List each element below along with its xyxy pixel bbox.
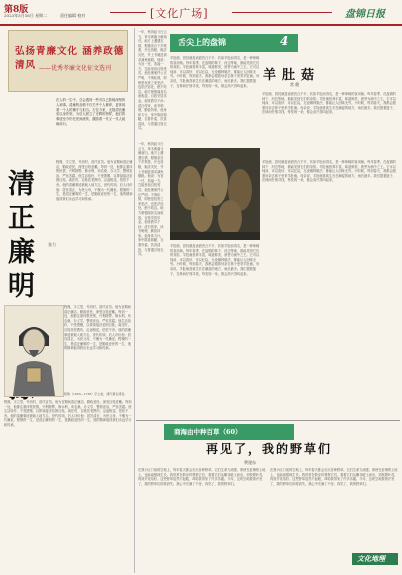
article-author-bottom: 费建东 (244, 460, 256, 465)
middle-body-text-2: 一年，秋风起兮白云飞，草木黄落兮雁南归。地方上遭遇灾情，程豫亲自下乡察看，开仓放粮，赈济灾民，并上书朝廷请求减免赋税。他说：为官一任，造福一方，岂能坐视百姓受苦。他处理案件公正严明，不徇私情，即使是权贵之家犯法，也依法惩处，绝不姑息。地方豪强闻其名而收敛，百姓安居乐业。他常教导子孙：清白传家，读书明理，勤俭持家。他身体力行，家中陈设简陋，衣着朴素，饮食清淡，与普通百姓无异。 (138, 142, 164, 257)
column-divider (134, 28, 135, 573)
header-rule-right (232, 12, 332, 13)
banner-subtitle: ——优秀孝廉文化征文选刊 (39, 65, 112, 72)
left-body-text-1: 程豫，字立堂，号西村，清代官员。他为官期间清正廉洁，勤政爱民，深受百姓爱戴。每到一处，他都注重体察民情，兴利除弊，修水利，劝农桑，办义学，整顿吏治，严惩贪腐。他生活俭朴，不受馈赠，以俸禄接济贫困百姓。离任时，百姓扶老携幼，沿途相送，依依不舍。他的清廉事迹被载入地方志，世代传颂。后人评价他：居官清正，为民父母，不愧为一代廉吏。程豫的一生，是清正廉明的一生，是勤政爱民的一生，他的精神值得我们永远学习和传承。 (56, 160, 133, 201)
column-label: 舌尖上的盘锦 (178, 37, 226, 47)
issue-date: 2023年5月16日 星期二 (4, 13, 48, 18)
page-number: 第8版 (4, 5, 29, 15)
column-header-bottom (164, 424, 294, 440)
newspaper-name: 盘锦日报 (345, 9, 385, 20)
left-body-text-2: 程豫，字立堂，号西村，清代官员。他为官期间清正廉洁，勤政爱民，深受百姓爱戴。每到一处，他都注重体察民情，兴利除弊，修水利，劝农桑，办义学，整顿吏治，严惩贪腐。他生活俭朴，不受馈赠，以俸禄接济贫困百姓。离任时，百姓扶老携幼，沿途相送，依依不舍。他的清廉事迹被载入地方志，世代传颂。后人评价他：居官清正，为民父母，不愧为一代廉吏。程豫的一生，是清正廉明的一生，是勤政爱民的一生，他的精神值得我们永远学习和传承。 (64, 305, 131, 351)
article-title-left: 清正廉明 (8, 169, 35, 302)
article-author-left: 张力 (48, 242, 56, 247)
bottom-body-text-2: 在我小区门前的空地上，每年春天都会长出各种野草。它们生命力顽强，即使在贫瘠的土地上，也能顽强地生长。我常常在散步时观察它们，看着它们从嫩芽破土而出，到枝繁叶茂，再到开花结籽。这些野草虽然不起眼，却给我带来了许多乐趣。今年，这块空地要被开发了，我的野草们即将消失。我心中充满了不舍，再见了，我的野草们。 (270, 468, 398, 486)
right-body-text-1: 羊肚菌，因其菌盖表面凹凸不平、状如羊肚而得名，是一种珍稀的食用菌。每年春季，在盘锦的林下、河边等地，都能见到它们的身影。羊肚菌营养丰富，味道鲜美，被誉为菌中之王。它可以炖汤、可以清炒、可以红烧，无论哪种做法，都能让人回味无穷。小时候，每到春天，我都会跟着母亲去林子里采羊肚菌。母亲说，羊肚菌喜欢生长在潮湿的地方，雨后最多。我们提着篮子，在林间仔细寻找，每发现一朵，都会高兴得叫起来。 (170, 56, 260, 88)
right-body-text-2: 羊肚菌，因其菌盖表面凹凸不平、状如羊肚而得名，是一种珍稀的食用菌。每年春季，在盘锦的林下、河边等地，都能见到它们的身影。羊肚菌营养丰富，味道鲜美，被誉为菌中之王。它可以炖汤、可以清炒、可以红烧，无论哪种做法，都能让人回味无穷。小时候，每到春天，我都会跟着母亲去林子里采羊肚菌。母亲说，羊肚菌喜欢生长在潮湿的地方，雨后最多。我们提着篮子，在林间仔细寻找，每发现一朵，都会高兴得叫起来。 (262, 92, 396, 115)
campaign-banner (8, 30, 128, 92)
column-number: 4 (280, 34, 289, 48)
banner-title: 弘扬青廉文化 涵养政德清风 (15, 46, 125, 71)
logo-text: 文化地理 (357, 554, 385, 563)
column-header-food (170, 34, 298, 52)
header-rule-left (110, 12, 146, 13)
right-body-text-4: 羊肚菌，因其菌盖表面凹凸不平、状如羊肚而得名，是一种珍稀的食用菌。每年春季，在盘锦的林下、河边等地，都能见到它们的身影。羊肚菌营养丰富，味道鲜美，被誉为菌中之王。它可以炖汤、可以清炒、可以红烧，无论哪种做法，都能让人回味无穷。小时候，每到春天，我都会跟着母亲去林子里采羊肚菌。母亲说，羊肚菌喜欢生长在潮湿的地方，雨后最多。我们提着篮子，在林间仔细寻找，每发现一朵，都会高兴得叫起来。 (170, 244, 260, 276)
article-title-bottom: 再见了，我的野草们 (206, 442, 333, 456)
editor-line: 责任编辑 校对 (60, 13, 86, 18)
bottom-body-text-1: 在我小区门前的空地上，每年春天都会长出各种野草。它们生命力顽强，即使在贫瘠的土地上，也能顽强地生长。我常常在散步时观察它们，看着它们从嫩芽破土而出，到枝繁叶茂，再到开花结籽。这些野草虽然不起眼，却给我带来了许多乐趣。今年，这块空地要被开发了，我的野草们即将消失。我心中充满了不舍，再见了，我的野草们。 (138, 468, 266, 486)
article-title-right: 羊肚菇 (263, 68, 321, 83)
morel-mushroom-photo (170, 148, 260, 240)
bottom-column-label: 商海由中种百草（60） (174, 428, 242, 436)
culture-geography-logo (352, 553, 398, 565)
left-body-text-3: 程豫，字立堂，号西村，清代官员。他为官期间清正廉洁，勤政爱民，深受百姓爱戴。每到一处，他都注重体察民情，兴利除弊，修水利，劝农桑，办义学，整顿吏治，严惩贪腐。他生活俭朴，不受馈赠，以俸禄接济贫困百姓。离任时，百姓扶老携幼，沿途相送，依依不舍。他的清廉事迹被载入地方志，世代传颂。后人评价他：居官清正，为民父母，不愧为一代廉吏。程豫的一生，是清正廉明的一生，是勤政爱民的一生，他的精神值得我们永远学习和传承。 (4, 400, 132, 427)
section-divider (136, 420, 400, 421)
lead-paragraph: 在人的一生中，总会遇到一些对自己影响深刻的人和事。清廉的品格不仅关乎个人修养，更体现着一个人的操守与担当。古往今来，无数清官廉吏以身作则，为后人树立了光辉的榜样，他们的事迹至今仍在民间流传，激励着一代又一代人砥砺前行。 (56, 98, 126, 126)
middle-body-text-1: 一年，秋风起兮白云飞，草木黄落兮雁南归。地方上遭遇灾情，程豫亲自下乡察看，开仓放粮，赈济灾民，并上书朝廷请求减免赋税。他说：为官一任，造福一方，岂能坐视百姓受苦。他处理案件公正严明，不徇私情，即使是权贵之家犯法，也依法惩处，绝不姑息。地方豪强闻其名而收敛，百姓安居乐业。他常教导子孙：清白传家，读书明理，勤俭持家。他身体力行，家中陈设简陋，衣着朴素，饮食清淡，与普通百姓无异。 (138, 30, 167, 131)
portrait-caption: 程豫（1663—1736）字立堂，清代著名清官。 (64, 392, 128, 396)
right-body-text-3: 羊肚菌，因其菌盖表面凹凸不平、状如羊肚而得名，是一种珍稀的食用菌。每年春季，在盘锦的林下、河边等地，都能见到它们的身影。羊肚菌营养丰富，味道鲜美，被誉为菌中之王。它可以炖汤、可以清炒、可以红烧，无论哪种做法，都能让人回味无穷。小时候，每到春天，我都会跟着母亲去林子里采羊肚菌。母亲说，羊肚菌喜欢生长在潮湿的地方，雨后最多。我们提着篮子，在林间仔细寻找，每发现一朵，都会高兴得叫起来。 (262, 160, 396, 183)
portrait-illustration (4, 305, 64, 397)
article-byline-right: 常 健 (290, 82, 300, 87)
section-title: [文化广场] (150, 7, 209, 20)
